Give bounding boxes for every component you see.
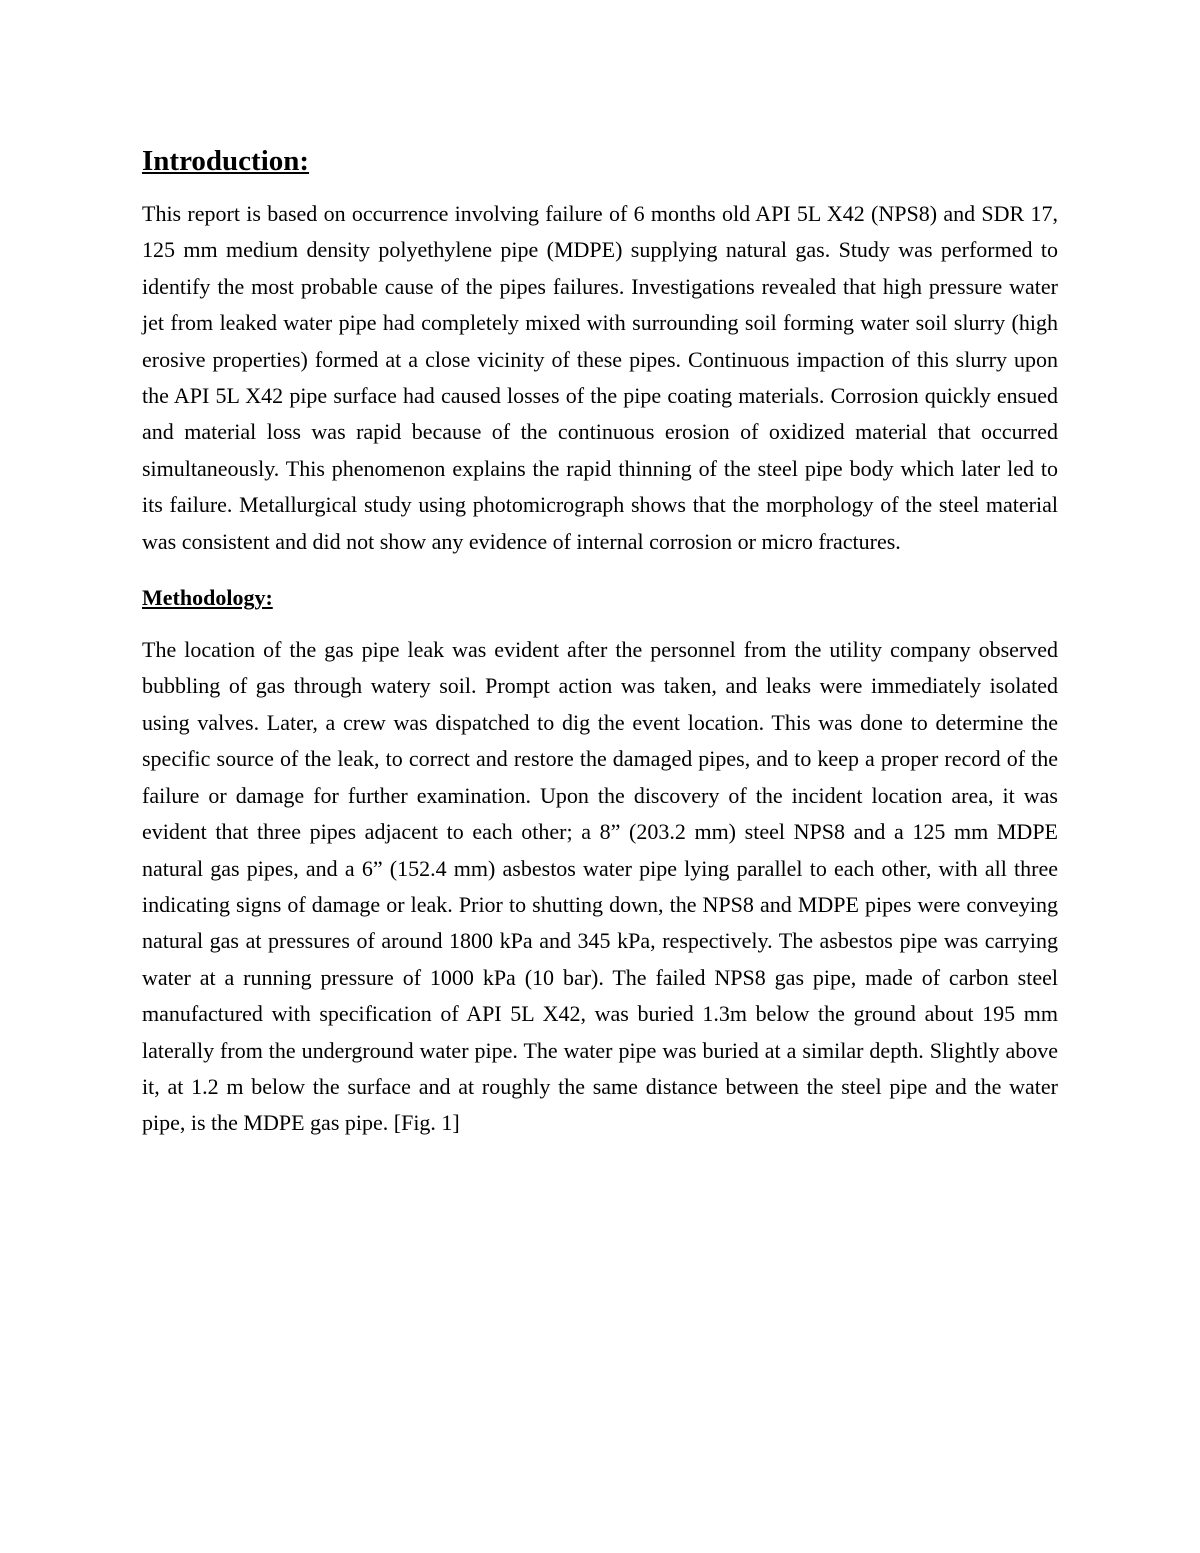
document-body (142, 140, 1058, 1142)
methodology-paragraph: The location of the gas pipe leak was evident after the personnel from the utility company observed bubbling of gas through watery soil. Prompt action was taken, and leaks were immediately isolated using valves. Later, a crew was dispatched to dig the event location. This was done to determine the specific source of the leak, to correct and restore the damaged pipes, and to keep a proper record of the failure or damage for further examination. Upon the discovery of the incident location area, it was evident that three pipes adjacent to each other; a 8” (203.2 mm) steel NPS8 and a 125 mm MDPE natural gas pipes, and a 6” (152.4 mm) asbestos water pipe lying parallel to each other, with all three indicating signs of damage or leak. Prior to shutting down, the NPS8 and MDPE pipes were conveying natural gas at pressures of around 1800 kPa and 345 kPa, respectively. The asbestos pipe was carrying water at a running pressure of 1000 kPa (10 bar). The failed NPS8 gas pipe, made of carbon steel manufactured with specification of API 5L X42, was buried 1.3m below the ground about 195 mm laterally from the underground water pipe. The water pipe was buried at a similar depth. Slightly above it, at 1.2 m below the surface and at roughly the same distance between the steel pipe and the water pipe, is the MDPE gas pipe. [Fig. 1] (142, 637, 1058, 1136)
introduction-paragraph: This report is based on occurrence involving failure of 6 months old API 5L X42 (NPS8) and SDR 17, 125 mm medium density polyethylene pipe (MDPE) supplying natural gas. Study was performed to identify the most probable cause of the pipes failures. Investigations revealed that high pressure water jet from leaked water pipe had completely mixed with surrounding soil forming water soil slurry (high erosive properties) formed at a close vicinity of these pipes. Continuous impaction of this slurry upon the API 5L X42 pipe surface had caused losses of the pipe coating materials. Corrosion quickly ensued and material loss was rapid because of the continuous erosion of oxidized material that occurred simultaneously. This phenomenon explains the rapid thinning of the steel pipe body which later led to its failure. Metallurgical study using photomicrograph shows that the morphology of the steel material was consistent and did not show any evidence of internal corrosion or micro fractures. (142, 201, 1058, 554)
methodology-heading: Methodology: (142, 585, 273, 611)
introduction-heading: Introduction: (142, 145, 310, 177)
